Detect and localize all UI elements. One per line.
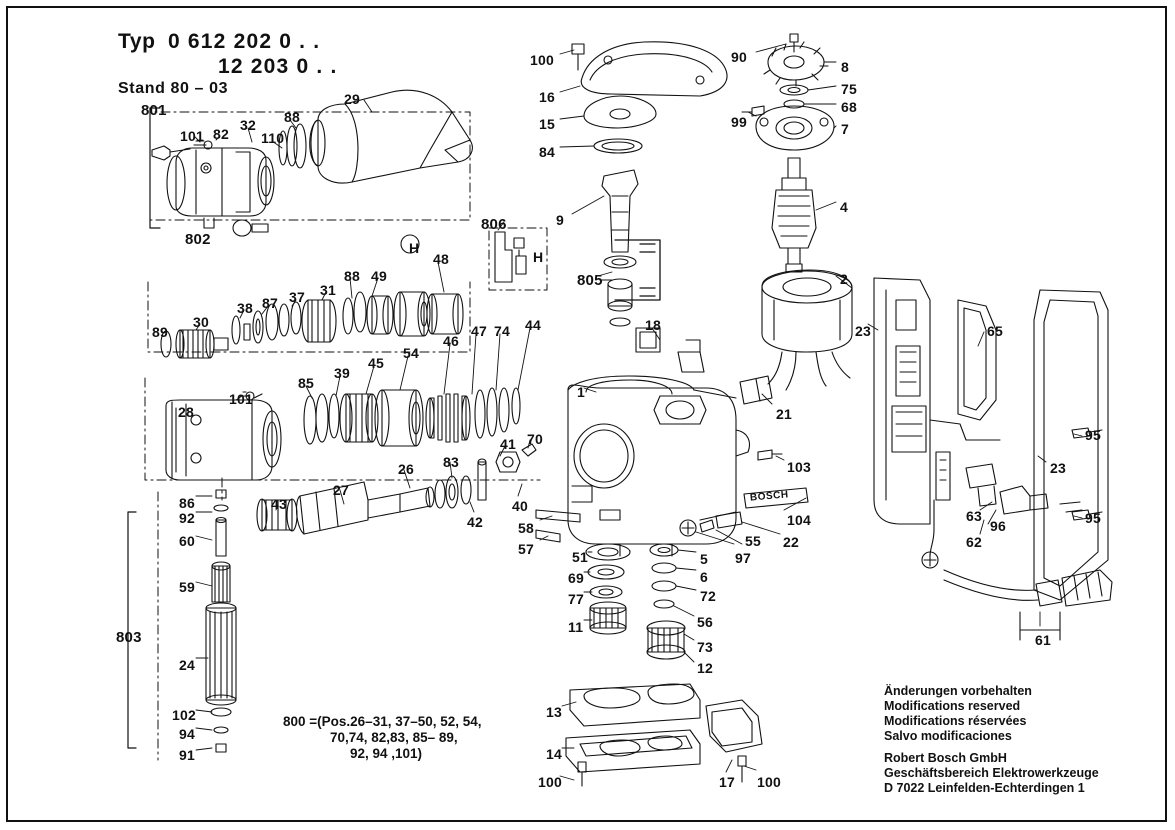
callout-28: 28 bbox=[178, 404, 194, 420]
callout-96: 96 bbox=[990, 518, 1006, 534]
callout-83: 83 bbox=[443, 454, 459, 470]
callout-17: 17 bbox=[719, 774, 735, 790]
callout-77: 77 bbox=[568, 591, 584, 607]
callout-100-bottom-left: 100 bbox=[538, 774, 562, 790]
callout-30: 30 bbox=[193, 314, 209, 330]
callout-16: 16 bbox=[539, 89, 555, 105]
callout-94: 94 bbox=[179, 726, 195, 742]
callout-37: 37 bbox=[289, 289, 305, 305]
callout-88-mid: 88 bbox=[344, 268, 360, 284]
callout-47: 47 bbox=[471, 323, 487, 339]
footer-line6: Geschäftsbereich Elektrowerkzeuge bbox=[884, 766, 1099, 780]
callout-87: 87 bbox=[262, 295, 278, 311]
callout-68: 68 bbox=[841, 99, 857, 115]
callout-91: 91 bbox=[179, 747, 195, 763]
kit-note-line3: 92, 94 ,101) bbox=[350, 746, 423, 761]
callout-48: 48 bbox=[433, 251, 449, 267]
callout-92: 92 bbox=[179, 510, 195, 526]
callout-58: 58 bbox=[518, 520, 534, 536]
section-806: 806 bbox=[481, 216, 507, 233]
callout-72: 72 bbox=[700, 588, 716, 604]
callout-73: 73 bbox=[697, 639, 713, 655]
callout-95-top: 95 bbox=[1085, 427, 1101, 443]
callout-90: 90 bbox=[731, 49, 747, 65]
brand-nameplate: BOSCH bbox=[749, 489, 790, 504]
callout-8: 8 bbox=[841, 59, 849, 75]
callout-99: 99 bbox=[731, 114, 747, 130]
callout-85: 85 bbox=[298, 375, 314, 391]
title-stand: Stand 80 – 03 bbox=[118, 80, 229, 97]
callout-55: 55 bbox=[745, 533, 761, 549]
section-801: 801 bbox=[141, 102, 167, 119]
callout-49: 49 bbox=[371, 268, 387, 284]
callout-75: 75 bbox=[841, 81, 857, 97]
section-805: 805 bbox=[577, 272, 603, 289]
callout-5: 5 bbox=[700, 551, 708, 567]
callout-70: 70 bbox=[527, 431, 543, 447]
callout-69: 69 bbox=[568, 570, 584, 586]
callout-23-right: 23 bbox=[1050, 460, 1066, 476]
callout-32: 32 bbox=[240, 117, 256, 133]
callout-63: 63 bbox=[966, 508, 982, 524]
callout-29: 29 bbox=[344, 91, 360, 107]
callout-103: 103 bbox=[787, 459, 811, 475]
callout-60: 60 bbox=[179, 533, 195, 549]
title-number-line1: 0 612 202 0 . . bbox=[168, 30, 321, 53]
callout-24: 24 bbox=[179, 657, 195, 673]
callout-88-top: 88 bbox=[284, 109, 300, 125]
footer-line3: Modifications réservées bbox=[884, 714, 1027, 728]
callout-100-bottom-right: 100 bbox=[757, 774, 781, 790]
callout-45: 45 bbox=[368, 355, 384, 371]
callout-84: 84 bbox=[539, 144, 555, 160]
callout-57: 57 bbox=[518, 541, 534, 557]
title-typ-label: Typ bbox=[118, 30, 156, 53]
callout-65: 65 bbox=[987, 323, 1003, 339]
callout-110: 110 bbox=[261, 130, 285, 146]
callout-7: 7 bbox=[841, 121, 849, 137]
callout-56: 56 bbox=[697, 614, 713, 630]
section-803: 803 bbox=[116, 629, 142, 646]
callout-4: 4 bbox=[840, 199, 848, 215]
callout-74: 74 bbox=[494, 323, 510, 339]
callout-40: 40 bbox=[512, 498, 528, 514]
callout-101-top: 101 bbox=[180, 128, 204, 144]
callout-13: 13 bbox=[546, 704, 562, 720]
callout-26: 26 bbox=[398, 461, 414, 477]
callout-39: 39 bbox=[334, 365, 350, 381]
callout-51: 51 bbox=[572, 549, 588, 565]
callout-38: 38 bbox=[237, 300, 253, 316]
callout-102: 102 bbox=[172, 707, 196, 723]
callout-23-left: 23 bbox=[855, 323, 871, 339]
callout-1: 1 bbox=[577, 384, 585, 400]
callout-101-mid: 101 bbox=[229, 391, 253, 407]
callout-46: 46 bbox=[443, 333, 459, 349]
callout-42: 42 bbox=[467, 514, 483, 530]
callout-86: 86 bbox=[179, 495, 195, 511]
callout-18: 18 bbox=[645, 317, 661, 333]
callout-6: 6 bbox=[700, 569, 708, 585]
kit-note-line2: 70,74, 82,83, 85– 89, bbox=[330, 730, 458, 745]
callout-21: 21 bbox=[776, 406, 792, 422]
callout-9: 9 bbox=[556, 212, 564, 228]
title-number-line2: 12 203 0 . . bbox=[218, 55, 338, 78]
footer-line5: Robert Bosch GmbH bbox=[884, 751, 1007, 765]
callout-82: 82 bbox=[213, 126, 229, 142]
kit-note-line1: 800 =(Pos.26–31, 37–50, 52, 54, bbox=[283, 714, 482, 729]
callout-31: 31 bbox=[320, 282, 336, 298]
footer-line7: D 7022 Leinfelden-Echterdingen 1 bbox=[884, 781, 1085, 795]
callout-61: 61 bbox=[1035, 632, 1051, 648]
callout-89: 89 bbox=[152, 324, 168, 340]
footer-line4: Salvo modificaciones bbox=[884, 729, 1012, 743]
letter-h-right: H bbox=[533, 249, 544, 265]
callout-62: 62 bbox=[966, 534, 982, 550]
callout-27: 27 bbox=[333, 482, 349, 498]
footer-line1: Änderungen vorbehalten bbox=[884, 684, 1032, 698]
callout-100-top: 100 bbox=[530, 52, 554, 68]
callout-44: 44 bbox=[525, 317, 541, 333]
callout-11: 11 bbox=[568, 619, 584, 635]
letter-h-circle-left: H bbox=[409, 240, 420, 256]
callout-59: 59 bbox=[179, 579, 195, 595]
callout-15: 15 bbox=[539, 116, 555, 132]
callout-97: 97 bbox=[735, 550, 751, 566]
callout-22: 22 bbox=[783, 534, 799, 550]
callout-43: 43 bbox=[271, 496, 287, 512]
callout-12: 12 bbox=[697, 660, 713, 676]
callout-104: 104 bbox=[787, 512, 811, 528]
callout-14: 14 bbox=[546, 746, 562, 762]
callout-54: 54 bbox=[403, 345, 419, 361]
callout-95-bottom: 95 bbox=[1085, 510, 1101, 526]
footer-line2: Modifications reserved bbox=[884, 699, 1021, 713]
section-802: 802 bbox=[185, 231, 211, 248]
callout-2: 2 bbox=[840, 271, 848, 287]
callout-41: 41 bbox=[500, 436, 516, 452]
